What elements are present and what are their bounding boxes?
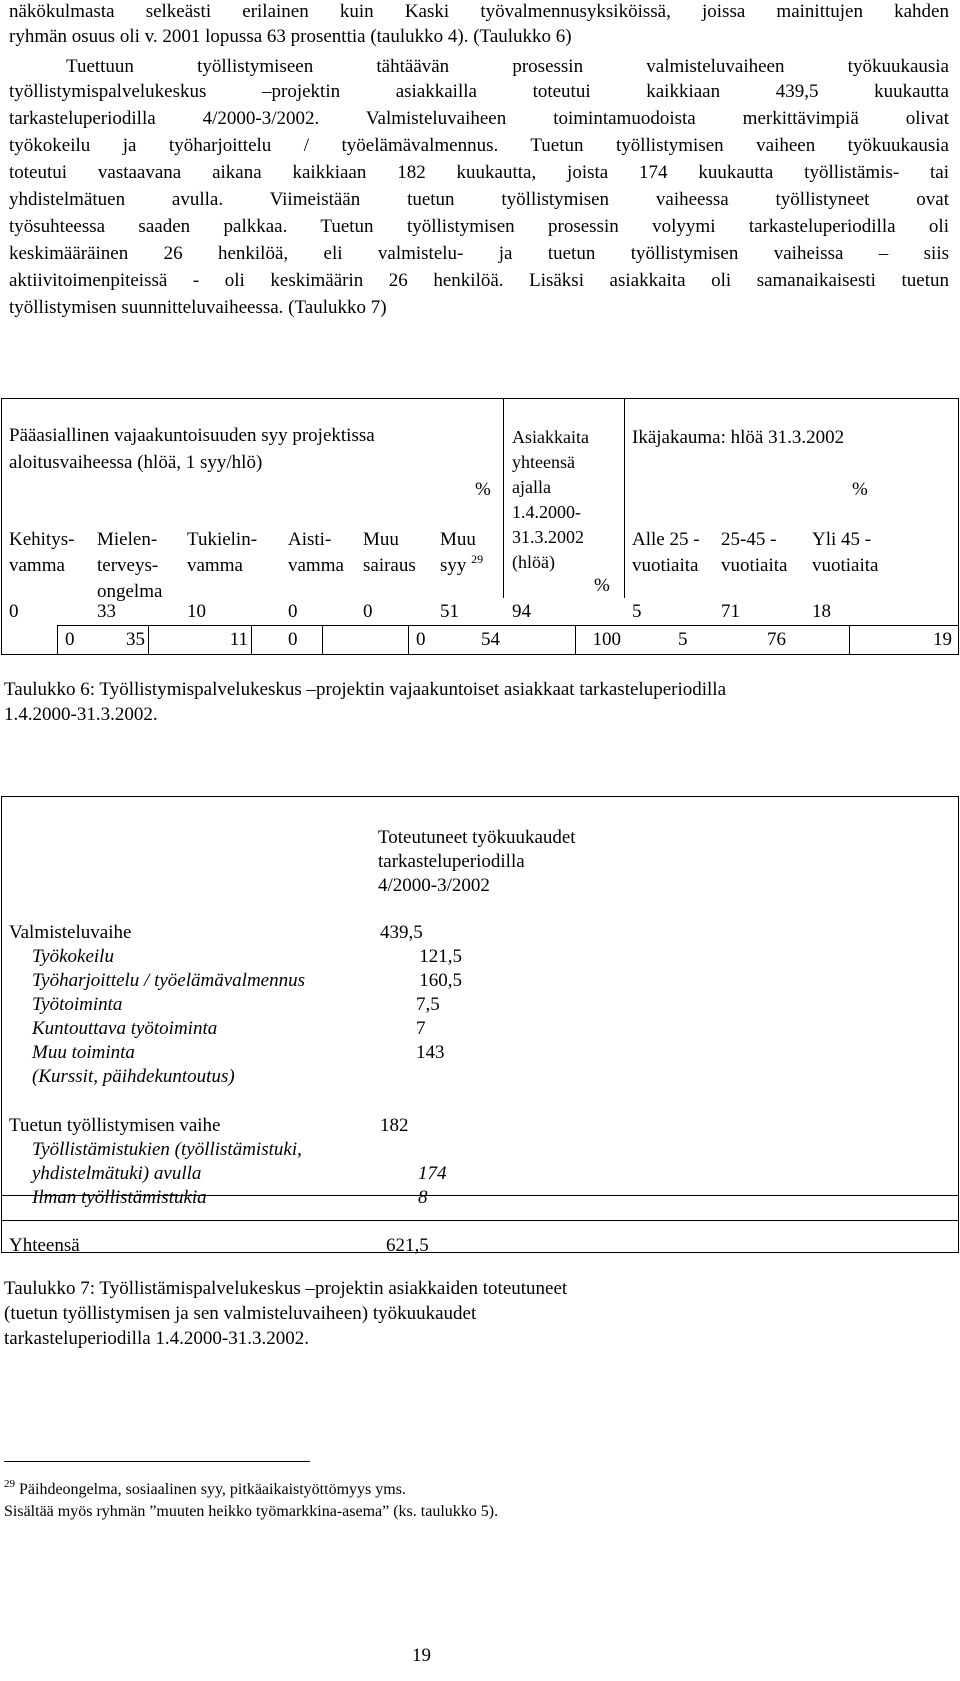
col-aistivamma: vamma <box>288 555 344 576</box>
table-7-total-rule <box>1 1220 959 1221</box>
supported-item-label: Työllistämistukien (työllistämistuki, <box>32 1139 302 1160</box>
body-line: keskimääräinen 26 henkilöä, eli valmistelu- ja tuetun työllistymisen vaiheissa – siis <box>9 243 949 264</box>
body-line: Tuettuun työllistymiseen tähtäävän prosessin valmisteluvaiheen työkuukausia <box>66 56 949 77</box>
prep-item-value: 160,5 <box>419 970 462 991</box>
percent-cell: 35 <box>126 629 145 650</box>
prep-item-value: 7,5 <box>416 994 440 1015</box>
percent-row-divider <box>322 625 323 655</box>
count-cell: 0 <box>363 601 373 622</box>
prep-item-value: 7 <box>416 1018 426 1039</box>
table-7-caption: Taulukko 7: Työllistämispalvelukeskus –projektin asiakkaiden toteutuneet <box>4 1278 568 1299</box>
customers-header: Asiakkaita <box>512 427 589 447</box>
percent-cell: 0 <box>65 629 75 650</box>
footnote-29: $^{29}$ Päihdeongelma, sosiaalinen syy, pitkäaikaistyöttömyys yms. <box>4 1478 406 1498</box>
col-muu-syy: Muu <box>440 529 476 550</box>
col-aistivamma: Aisti- <box>288 529 332 550</box>
body-line: toteutui vastaavana aikana kaikkiaan 182 kuukautta, joista 174 kuukautta työllistämis- tai <box>9 162 949 183</box>
prep-item-label: Kuntouttava työtoiminta <box>32 1018 218 1039</box>
body-line: yhdistelmätuen avulla. Viimeistään tuetun työllistymisen vaiheessa työllistyneet ovat <box>9 189 949 210</box>
page-number: 19 <box>412 1645 431 1666</box>
prep-item-value: 143 <box>416 1042 445 1063</box>
customers-header: yhteensä <box>512 452 575 472</box>
percent-cell: 11 <box>229 629 248 650</box>
prep-item-label: Työharjoittelu / työelämävalmennus <box>32 970 305 991</box>
col-kehitysvamma: Kehitys- <box>9 529 75 550</box>
supported-phase-value: 182 <box>380 1115 409 1136</box>
col-muu-sairaus: Muu <box>363 529 399 550</box>
customers-header: (hlöä) <box>512 552 555 572</box>
prep-item-label: Työtoiminta <box>32 994 123 1015</box>
table-7-caption: tarkasteluperiodilla 1.4.2000-31.3.2002. <box>4 1328 309 1349</box>
customers-header: ajalla <box>512 477 551 497</box>
percent-cell: 76 <box>767 629 786 650</box>
footnote-ref: 29 <box>471 552 484 566</box>
table-7-caption: (tuetun työllistymisen ja sen valmisteluvaiheen) työkuukaudet <box>4 1303 477 1324</box>
col-mielenterveysongelma: ongelma <box>97 581 163 602</box>
reason-header: aloitusvaiheessa (hlöä, 1 syy/hlö) <box>9 452 263 473</box>
body-line: näkökulmasta selkeästi erilainen kuin Kaski työvalmennusyksiköissä, joissa mainittujen kahden <box>9 1 949 22</box>
count-cell: 0 <box>288 601 298 622</box>
count-cell: 18 <box>812 601 831 622</box>
total-value: 621,5 <box>386 1235 429 1256</box>
prep-phase-value: 439,5 <box>380 922 423 943</box>
body-line: työsuhteessa saaden palkkaa. Tuetun työllistymisen prosessin volyymi tarkasteluperiodilla oli <box>9 216 949 237</box>
percent-cell: 5 <box>678 629 688 650</box>
count-cell: 33 <box>97 601 116 622</box>
body-line: työkokeilu ja työharjoittelu / työelämävalmennus. Tuetun työllistymisen vaiheen työkuukausia <box>9 135 949 156</box>
body-line: työllistymispalvelukeskus –projektin asiakkailla toteutui kaikkiaan 439,5 kuukautta <box>9 81 949 102</box>
col-mielenterveysongelma: terveys- <box>97 555 159 576</box>
prep-item-label: Muu toiminta <box>32 1042 135 1063</box>
percent-row-divider <box>849 625 850 655</box>
percent-row-divider <box>57 625 58 655</box>
table-7-header: tarkasteluperiodilla <box>378 851 525 872</box>
body-line: ryhmän osuus oli v. 2001 lopussa 63 prosenttia (taulukko 4). (Taulukko 6) <box>9 26 572 47</box>
supported-item-value: 8 <box>418 1187 428 1208</box>
supported-item-value: 174 <box>418 1163 447 1184</box>
table-7-edge <box>1 1196 2 1252</box>
table-6-caption: 1.4.2000-31.3.2002. <box>4 704 158 725</box>
customers-header: 31.3.2002 <box>512 527 584 547</box>
percent-cell: 0 <box>416 629 426 650</box>
percent-row-top-rule <box>57 625 959 626</box>
col-tukielinvamma: vamma <box>187 555 243 576</box>
age-col-under-25: Alle 25 - <box>632 529 700 550</box>
body-line: aktiivitoimenpiteissä - oli keskimäärin 26 henkilöä. Lisäksi asiakkaita oli samanaikaisesti tuetun <box>9 270 949 291</box>
table-7-edge <box>958 1196 959 1252</box>
supported-phase-label: Tuetun työllistymisen vaihe <box>9 1115 221 1136</box>
count-cell: 51 <box>440 601 459 622</box>
count-cell: 71 <box>721 601 740 622</box>
prep-item-label: Työkokeilu <box>32 946 114 967</box>
prep-phase-label: Valmisteluvaihe <box>9 922 132 943</box>
col-mielenterveysongelma: Mielen- <box>97 529 158 550</box>
footnote-separator <box>4 1461 310 1462</box>
age-col-over-45: Yli 45 - <box>812 529 872 550</box>
percent-label: % <box>852 479 868 500</box>
percent-cell: 100 <box>592 629 621 650</box>
col-kehitysvamma: vamma <box>9 555 65 576</box>
total-label: Yhteensä <box>9 1235 80 1256</box>
percent-label: % <box>475 479 491 500</box>
table-7-header: Toteutuneet työkuukaudet <box>378 827 576 848</box>
body-line: työllistymisen suunnitteluvaiheessa. (Taulukko 7) <box>9 297 387 318</box>
table-6-divider <box>503 398 504 598</box>
age-col-under-25: vuotiaita <box>632 555 699 576</box>
supported-item-label: Ilman työllistämistukia <box>32 1187 207 1208</box>
age-col-25-45: vuotiaita <box>721 555 788 576</box>
reason-header: Pääasiallinen vajaakuntoisuuden syy projektissa <box>9 425 375 446</box>
table-7-bottom-rule <box>1 1252 959 1253</box>
prep-item-value: 121,5 <box>419 946 462 967</box>
table-6-caption: Taulukko 6: Työllistymispalvelukeskus –projektin vajaakuntoiset asiakkaat tarkasteluperiodilla <box>4 679 726 700</box>
percent-label: % <box>594 575 610 596</box>
percent-cell: 0 <box>288 629 298 650</box>
percent-cell: 54 <box>481 629 500 650</box>
customers-header: 1.4.2000- <box>512 502 581 522</box>
footnote-continuation: Sisältää myös ryhmän ”muuten heikko työmarkkina-asema” (ks. taulukko 5). <box>4 1503 499 1520</box>
prep-item-label: (Kurssit, päihdekuntoutus) <box>32 1066 235 1087</box>
table-7-header: 4/2000-3/2002 <box>378 875 490 896</box>
count-cell: 5 <box>632 601 642 622</box>
age-col-25-45: 25-45 - <box>721 529 777 550</box>
count-cell: 0 <box>9 601 19 622</box>
age-col-over-45: vuotiaita <box>812 555 879 576</box>
percent-cell: 19 <box>933 629 952 650</box>
supported-item-label: yhdistelmätuki) avulla <box>32 1163 202 1184</box>
count-cell: 94 <box>512 601 531 622</box>
body-line: tarkasteluperiodilla 4/2000-3/2002. Valmisteluvaiheen toimintamuodoista merkittävimpiä olivat <box>9 108 949 129</box>
age-header: Ikäjakauma: hlöä 31.3.2002 <box>632 427 845 448</box>
table-6-divider <box>624 398 625 598</box>
col-muu-sairaus: sairaus <box>363 555 416 576</box>
col-tukielinvamma: Tukielin- <box>187 529 258 550</box>
percent-row-divider <box>408 625 409 655</box>
percent-row-divider <box>251 625 252 655</box>
count-cell: 10 <box>187 601 206 622</box>
col-muu-syy: syy $^{29}$ <box>440 552 484 576</box>
footnote-mark: 29 <box>4 1478 15 1490</box>
percent-row-divider <box>148 625 149 655</box>
